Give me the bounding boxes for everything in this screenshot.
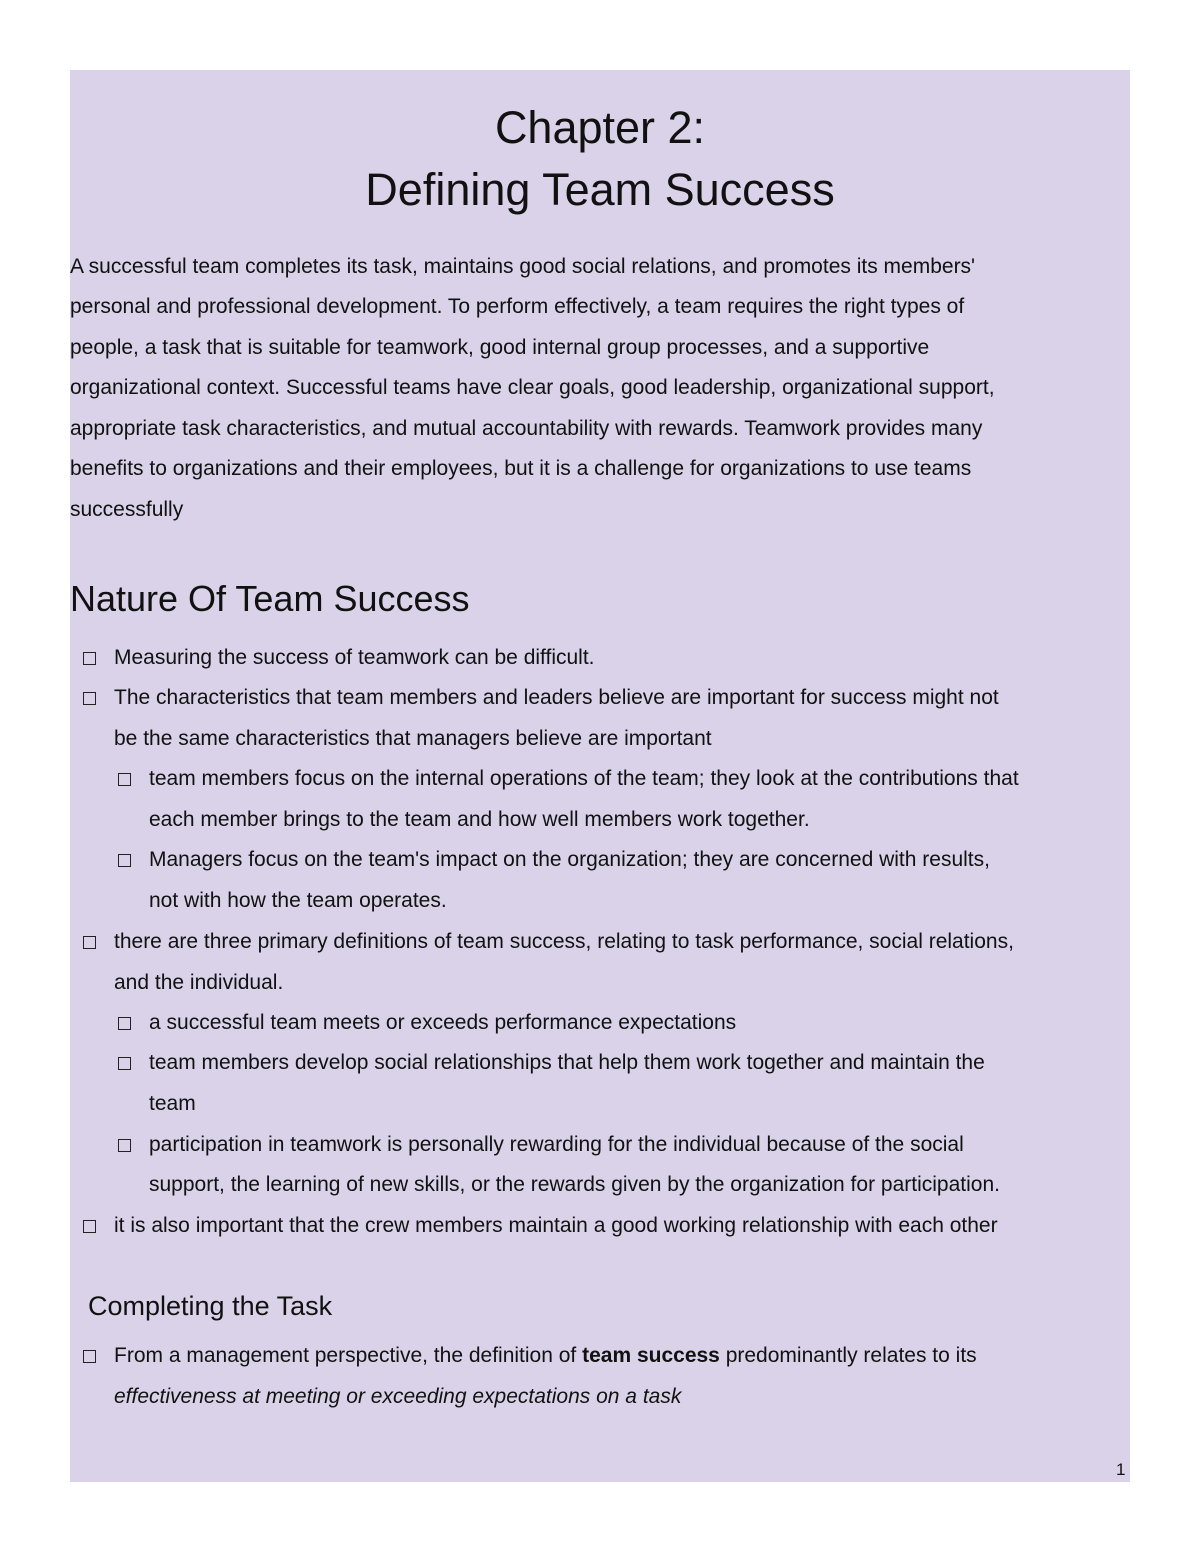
bullet-text: it is also important that the crew members maintain a good working relationship with each other [114,1214,998,1237]
bullet-text-part: predominantly relates to its [719,1344,977,1367]
chapter-title-line-1: Chapter 2: [494,102,706,153]
page-number: 1 [1116,1460,1126,1479]
italic-definition: effectiveness at meeting or exceeding expectations on a task [114,1385,682,1408]
sub-bullet-text: team members focus on the internal operations of the team; they look at the contributions that [149,767,1019,790]
section-heading-nature: Nature Of Team Success [70,578,470,619]
bullet-text: there are three primary definitions of team success, relating to task performance, social relations, [114,930,1014,953]
sub-bullet-text: participation in teamwork is personally rewarding for the individual because of the social [149,1133,964,1156]
checkbox-bullet-icon [83,936,96,949]
intro-line: people, a task that is suitable for teamwork, good internal group processes, and a supportive [70,336,930,359]
bullet-text-part: From a management perspective, the definition of [114,1344,583,1367]
sub-bullet-text: Managers focus on the team's impact on the organization; they are concerned with results, [149,848,990,871]
intro-line: benefits to organizations and their employees, but it is a challenge for organizations to use teams [70,457,972,480]
sub-bullet-text: a successful team meets or exceeds performance expectations [149,1011,737,1034]
bullet-text-italic [114,1377,681,1417]
checkbox-bullet-icon [118,1057,131,1070]
bullet-text: and the individual. [114,971,284,994]
checkbox-bullet-icon [118,1139,131,1152]
sub-bullet-text: team [149,1092,196,1115]
emphasis-team-success: team success [582,1344,720,1367]
bullet-text: The characteristics that team members and leaders believe are important for success might not [114,686,999,709]
sub-bullet-text: team members develop social relationships that help them work together and maintain the [149,1051,985,1074]
checkbox-bullet-icon [83,692,96,705]
intro-line: organizational context. Successful teams have clear goals, good leadership, organizational support, [70,376,995,399]
section-heading-task: Completing the Task [88,1291,333,1321]
intro-line: successfully [70,498,184,521]
sub-bullet-text: each member brings to the team and how well members work together. [149,808,810,831]
sub-bullet-text: not with how the team operates. [149,889,447,912]
bullet-text: Measuring the success of teamwork can be difficult. [114,646,595,669]
checkbox-bullet-icon [83,1350,96,1363]
bullet-text: be the same characteristics that managers believe are important [114,727,712,750]
chapter-title-line-2: Defining Team Success [365,164,835,215]
sub-bullet-text: support, the learning of new skills, or the rewards given by the organization for participation. [149,1173,1000,1196]
checkbox-bullet-icon [118,1017,131,1030]
checkbox-bullet-icon [83,1220,96,1233]
intro-line: personal and professional development. To perform effectively, a team requires the right types of [70,295,965,318]
checkbox-bullet-icon [118,773,131,786]
intro-line: A successful team completes its task, maintains good social relations, and promotes its members' [70,255,976,278]
intro-line: appropriate task characteristics, and mutual accountability with rewards. Teamwork provides many [70,417,983,440]
checkbox-bullet-icon [83,652,96,665]
bullet-text [114,1336,977,1376]
checkbox-bullet-icon [118,854,131,867]
